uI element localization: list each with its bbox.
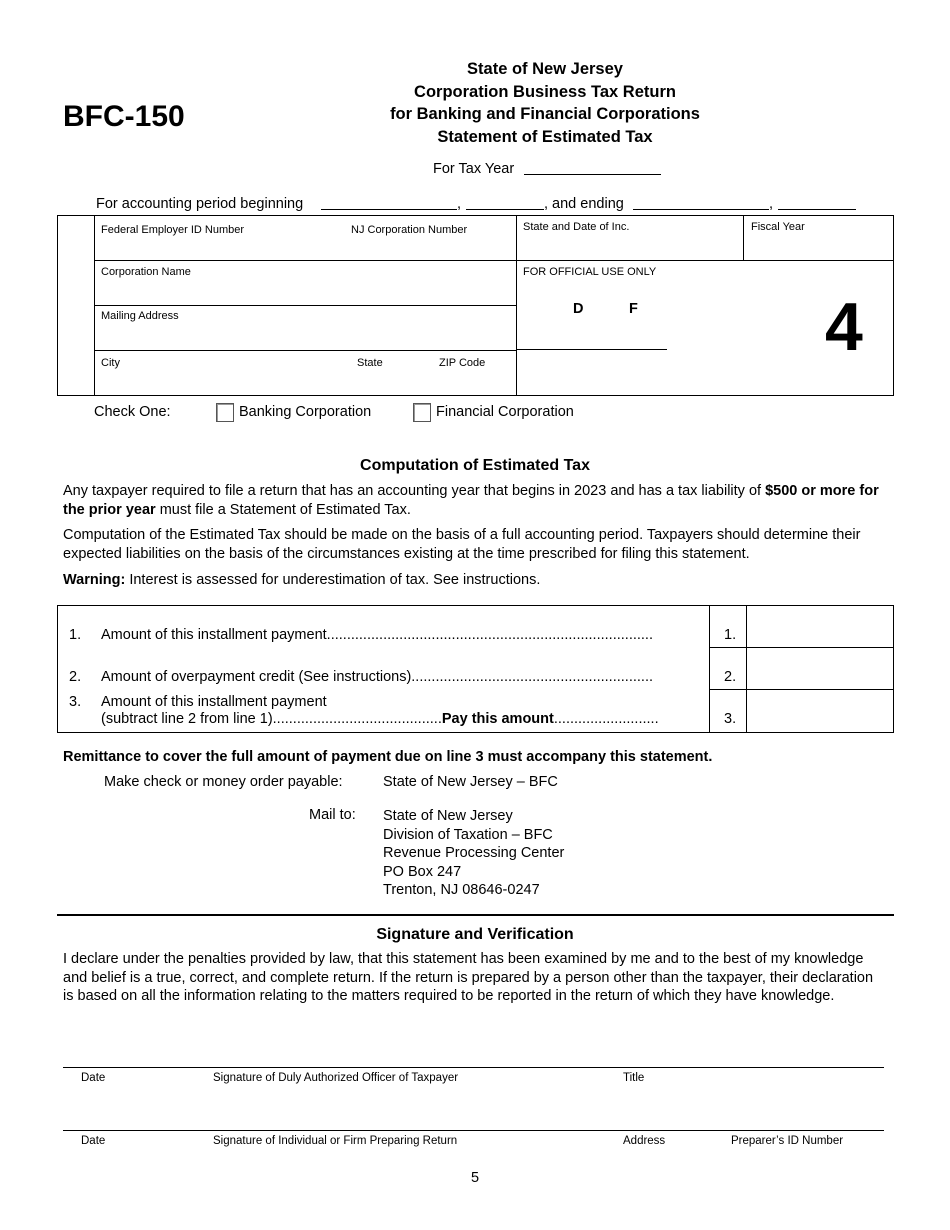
period-begin-field[interactable] (321, 209, 457, 210)
computation-paragraph-2: Computation of the Estimated Tax should be made on the basis of a full accounting period. Taxpayers should determine their expected liabilities on the basis of the circumstances existing at the time prescribed for filing this statement. (63, 527, 861, 562)
preparer-id-label: Preparer’s ID Number (731, 1135, 844, 1147)
city-label: City (101, 357, 120, 369)
corporation-name-label: Corporation Name (101, 266, 191, 278)
line-1-number: 1. (69, 627, 82, 643)
lines-table-row-line-2 (709, 689, 894, 690)
state-date-inc-label: State and Date of Inc. (523, 221, 630, 233)
signature-title: Signature and Verification (376, 926, 574, 943)
computation-title: Computation of Estimated Tax (360, 457, 590, 474)
official-use-label: FOR OFFICIAL USE ONLY (523, 266, 657, 278)
period-begin-year-field[interactable] (466, 209, 544, 210)
line-3-amount-field[interactable] (752, 711, 888, 729)
line-3-number: 3. (69, 694, 82, 710)
p1-post: must file a Statement of Estimated Tax. (155, 502, 411, 518)
line-1-leader: ................................................................................. (326, 627, 653, 643)
and-ending-label: , and ending (544, 196, 624, 212)
signature-line-1 (63, 1067, 884, 1068)
mail-to-label: Mail to: (309, 807, 356, 823)
official-f-label: F (629, 301, 638, 317)
header-line-4: Statement of Estimated Tax (437, 127, 653, 146)
line-1-amount-field[interactable] (752, 627, 888, 645)
officer-signature-label: Signature of Duly Authorized Officer of Taxpayer (213, 1072, 459, 1084)
signature-section-rule (57, 914, 894, 916)
lines-table-row-line-1 (709, 647, 894, 648)
p1-bold: $500 or more for the prior year (63, 483, 879, 518)
period-end-year-field[interactable] (778, 209, 856, 210)
line-3-leader-b: .......................... (553, 711, 659, 727)
id-box-row-line-3 (94, 350, 516, 351)
officer-title-label: Title (623, 1072, 645, 1084)
address-line-2: Division of Taxation – BFC (383, 826, 553, 843)
line-3-leader-a: .......................................... (272, 711, 442, 727)
tax-year-label: For Tax Year (433, 161, 515, 177)
address-line-5: Trenton, NJ 08646-0247 (383, 882, 540, 898)
period-comma-1: , (457, 196, 462, 212)
address-line-3: Revenue Processing Center (383, 845, 565, 861)
preparer-address-label: Address (623, 1135, 666, 1147)
warning-paragraph (63, 571, 893, 590)
line-3-text: Amount of this installment payment (101, 694, 327, 710)
header-line-1: State of New Jersey (467, 60, 623, 78)
lines-table-divider-2 (746, 605, 747, 733)
line-1-label (101, 627, 697, 643)
computation-paragraph-1 (63, 482, 893, 520)
address-line-4: PO Box 247 (383, 863, 462, 880)
pay-this-amount: Pay this amount (441, 711, 554, 727)
fein-label: Federal Employer ID Number (101, 224, 245, 236)
warning-text: Interest is assessed for underestimation of tax. See instructions. (125, 572, 541, 588)
banking-corporation-label: Banking Corporation (239, 404, 372, 420)
line-2-text: Amount of overpayment credit (See instructions) (101, 669, 412, 685)
nj-corp-number-label: NJ Corporation Number (351, 224, 468, 236)
form-id: BFC-150 (63, 100, 185, 133)
warning-label: Warning: (63, 572, 126, 588)
state-label: State (357, 357, 383, 369)
line-3-label (101, 711, 701, 727)
signature-declaration: I declare under the penalties provided by law, that this statement has been examined by me and to the best of my knowledge and belief is a true, correct, and complete return. If the return is prepared by a person other than the taxpayer, their declaration is based on all the information relating to the matters required to be reported in the return of which they have knowledge. (63, 951, 874, 1004)
id-box-divider-mid (516, 215, 517, 396)
mail-to-address (383, 807, 564, 900)
page-number: 5 (470, 1170, 480, 1186)
remittance-note: Remittance to cover the full amount of payment due on line 3 must accompany this statement. (63, 749, 713, 765)
check-one-label: Check One: (94, 404, 171, 420)
line-2-amount-field[interactable] (752, 669, 888, 687)
header-line-2: Corporation Business Tax Return (414, 82, 676, 101)
address-line-1: State of New Jersey (383, 808, 513, 824)
official-use-line (516, 349, 667, 350)
line-2-box-number: 2. (724, 669, 737, 685)
preparer-date-label: Date (81, 1135, 106, 1147)
form-copy-number: 4 (825, 289, 863, 365)
header-line-3: for Banking and Financial Corporations (390, 105, 700, 123)
line-1-text: Amount of this installment payment (101, 627, 327, 643)
signature-line-2 (63, 1130, 884, 1131)
official-d-label: D (573, 301, 584, 317)
line-2-label (101, 669, 697, 685)
financial-corporation-checkbox[interactable] (413, 403, 431, 422)
period-comma-2: , (769, 196, 774, 212)
line-2-number: 2. (69, 669, 82, 685)
officer-date-label: Date (81, 1072, 106, 1084)
fiscal-year-label: Fiscal Year (751, 221, 805, 233)
banking-corporation-checkbox[interactable] (216, 403, 234, 422)
line-1-box-number: 1. (724, 627, 737, 643)
lines-table-divider-1 (709, 605, 710, 733)
period-end-field[interactable] (633, 209, 769, 210)
id-box-row-line-2 (94, 305, 516, 306)
p1-pre: Any taxpayer required to file a return that has an accounting year that begins in 2023 and has a tax liability of (63, 483, 766, 499)
line-3-box-number: 3. (724, 711, 737, 727)
mailing-address-label: Mailing Address (101, 310, 179, 322)
line-2-leader: ............................................................ (411, 669, 653, 685)
line-3-text-2: (subtract line 2 from line 1) (101, 711, 273, 727)
zip-code-label: ZIP Code (439, 357, 486, 369)
officer-signature-field[interactable] (63, 1090, 884, 1128)
id-box-row-line-1 (94, 260, 894, 261)
id-box-divider-right (743, 215, 744, 261)
preparer-signature-label: Signature of Individual or Firm Preparing Return (213, 1135, 458, 1147)
payable-label: Make check or money order payable: (104, 774, 343, 790)
financial-corporation-label: Financial Corporation (436, 404, 574, 420)
payable-to: State of New Jersey – BFC (383, 774, 558, 790)
tax-year-field[interactable] (524, 174, 661, 175)
form-header (330, 58, 760, 148)
period-label: For accounting period beginning (96, 196, 304, 212)
